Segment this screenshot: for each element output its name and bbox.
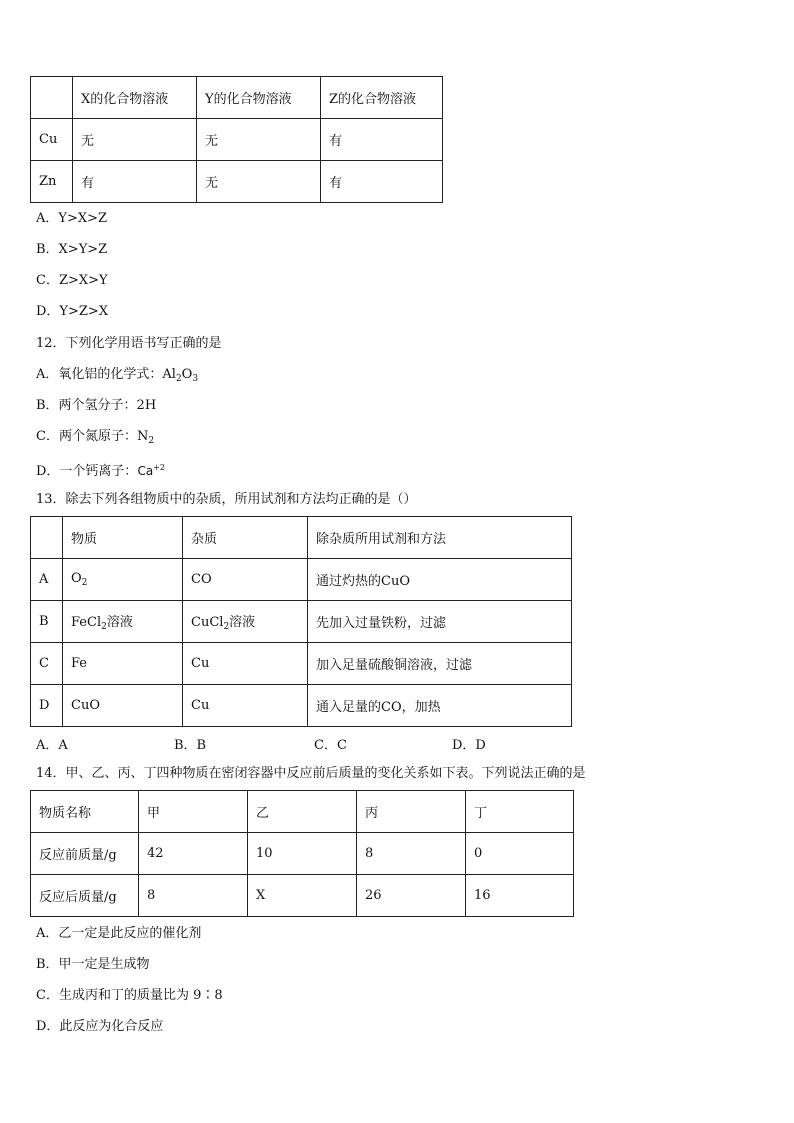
table-cell: C [31, 643, 63, 685]
q12-option-d [36, 459, 165, 481]
table-cell: Zn [31, 161, 73, 203]
table-cell: 先加入过量铁粉，过滤 [308, 601, 572, 643]
table-cell: 物质名称 [31, 791, 139, 833]
table-cell: X的化合物溶液 [73, 77, 197, 119]
q12-option-b: B．两个氢分子：2H [36, 398, 157, 413]
formula-subscript: 2 [148, 436, 155, 446]
table-cell: 乙 [248, 791, 357, 833]
table-cell: 丁 [466, 791, 574, 833]
q11-reaction-table [30, 76, 443, 203]
table-cell [183, 685, 308, 727]
table-cell: 甲 [139, 791, 248, 833]
formula-part: O [71, 571, 82, 586]
table-cell: Y的化合物溶液 [197, 77, 321, 119]
q13-option-d: D．D [452, 738, 486, 753]
table-cell: 物质 [63, 517, 183, 559]
table-cell: 无 [197, 119, 321, 161]
q13-impurity-table [30, 516, 572, 727]
q12-option-a [36, 366, 198, 388]
table-cell: 16 [466, 875, 574, 917]
q14-stem: 14．甲、乙、丙、丁四种物质在密闭容器中反应前后质量的变化关系如下表。下列说法正确的是 [36, 766, 586, 781]
q12-option-c [36, 428, 154, 450]
table-cell: 10 [248, 833, 357, 875]
table-cell [63, 559, 183, 601]
formula-subscript: 2 [175, 374, 182, 384]
table-cell: X [248, 875, 357, 917]
q14-option-c: C．生成丙和丁的质量比为 9∶8 [36, 988, 223, 1003]
table-cell: 反应前质量/g [31, 833, 139, 875]
q13-options [36, 734, 596, 752]
table-cell: 42 [139, 833, 248, 875]
table-cell: 8 [139, 875, 248, 917]
table-cell: A [31, 559, 63, 601]
formula-part: Ca [137, 464, 154, 478]
table-cell [183, 601, 308, 643]
formula-superscript: +2 [153, 463, 165, 472]
q14-option-a: A．乙一定是此反应的催化剂 [36, 926, 202, 941]
table-row [31, 875, 574, 917]
option-text: C．两个氮原子： [36, 429, 137, 444]
formula-part: Fe [71, 656, 88, 671]
table-cell [63, 685, 183, 727]
table-cell: B [31, 601, 63, 643]
table-row [31, 833, 574, 875]
q11-option-d: D．Y>Z>X [36, 304, 109, 319]
formula-part: 溶液 [229, 615, 256, 630]
q11-option-c: C．Z>X>Y [36, 273, 108, 288]
q14-option-d: D．此反应为化合反应 [36, 1019, 164, 1034]
formula-part: O [181, 367, 193, 382]
formula-part: CO [191, 572, 212, 587]
table-cell [31, 517, 63, 559]
table-row [31, 685, 572, 727]
formula-subscript: 2 [81, 578, 88, 588]
table-cell: 除杂质所用试剂和方法 [308, 517, 572, 559]
table-cell: D [31, 685, 63, 727]
table-cell: 通过灼热的CuO [308, 559, 572, 601]
q14-option-b: B．甲一定是生成物 [36, 957, 150, 972]
formula-part: 溶液 [106, 615, 133, 630]
table-cell: 26 [357, 875, 466, 917]
formula-part: Cu [191, 656, 210, 671]
q13-stem: 13．除去下列各组物质中的杂质，所用试剂和方法均正确的是（） [36, 492, 417, 507]
table-cell: 无 [73, 119, 197, 161]
table-cell [183, 559, 308, 601]
table-row [31, 517, 572, 559]
table-cell [63, 643, 183, 685]
table-row [31, 643, 572, 685]
option-text: A．氧化铝的化学式： [36, 367, 163, 382]
table-cell [31, 77, 73, 119]
formula-part: CuO [71, 698, 100, 713]
table-cell: 有 [73, 161, 197, 203]
table-cell: 无 [197, 161, 321, 203]
q14-mass-table [30, 790, 574, 917]
formula-subscript: 3 [192, 374, 199, 384]
table-cell: 有 [321, 161, 443, 203]
option-text: D．一个钙离子： [36, 464, 138, 479]
table-row [31, 161, 443, 203]
q12-stem: 12．下列化学用语书写正确的是 [36, 336, 222, 351]
formula-part: CuCl [191, 615, 224, 630]
formula-part: FeCl [71, 615, 102, 630]
formula-subscript: 2 [223, 622, 230, 632]
table-cell: 有 [321, 119, 443, 161]
table-cell: 0 [466, 833, 574, 875]
formula-part: Cu [191, 698, 210, 713]
q13-option-a: A．A [36, 738, 68, 753]
table-row [31, 601, 572, 643]
q13-option-b: B．B [174, 738, 207, 753]
table-cell: 加入足量硫酸铜溶液，过滤 [308, 643, 572, 685]
table-cell: 通入足量的CO，加热 [308, 685, 572, 727]
formula-part: Al [162, 367, 176, 382]
table-row [31, 791, 574, 833]
table-cell [183, 643, 308, 685]
table-cell: 杂质 [183, 517, 308, 559]
table-cell: 丙 [357, 791, 466, 833]
table-cell: 反应后质量/g [31, 875, 139, 917]
table-cell: Z的化合物溶液 [321, 77, 443, 119]
table-row [31, 119, 443, 161]
table-cell [63, 601, 183, 643]
formula-part: N [136, 429, 149, 444]
table-cell: Cu [31, 119, 73, 161]
table-row [31, 559, 572, 601]
q11-option-b: B．X>Y>Z [36, 242, 108, 257]
q11-option-a: A．Y>X>Z [36, 211, 108, 226]
formula-subscript: 2 [101, 622, 107, 632]
table-cell: 8 [357, 833, 466, 875]
q13-option-c: C．C [314, 738, 347, 753]
table-row [31, 77, 443, 119]
